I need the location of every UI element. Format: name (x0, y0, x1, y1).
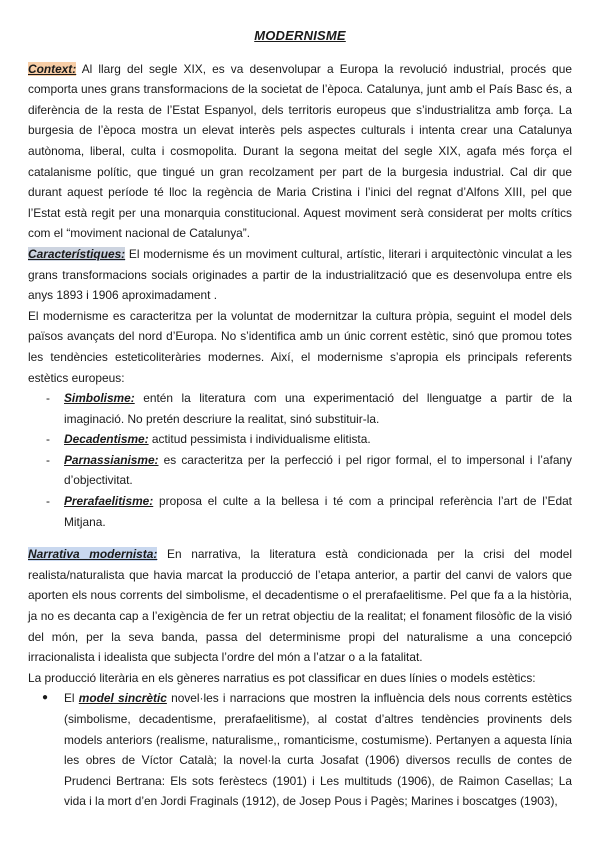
term-description: actitud pessimista i individualisme elitista. (148, 432, 371, 447)
term-parnassianisme: Parnassianisme: (64, 452, 159, 467)
aesthetic-references-list (28, 388, 572, 532)
context-paragraph (28, 59, 572, 244)
characteristics-paragraph (28, 244, 572, 306)
item-prefix: El (64, 691, 79, 706)
narrative-text: En narrativa, la literatura està condicionada per la crisi del model realista/naturalista que havia marcat la producció de l’etapa anterior, a partir del canvi de valors que aporten els nous corrents del simbolisme, el decadentisme o el prerafaelitisme. Pel que fa a la història, ja no es decanta cap a l’exigència de fer un retrat objectiu de la realitat; el fonament filosòfic de la visió del món, per la seva banda, passa del determinisme propi del naturalisme a una concepció irracionalista i idealista que subjecta l’ordre del món a l’atzar o a la fatalitat. (28, 547, 572, 665)
term-decadentisme: Decadentisme: (64, 432, 149, 447)
list-item (42, 688, 572, 812)
dash-bullet: - (46, 494, 50, 509)
characteristics-label: Característiques: (28, 246, 126, 261)
term-description: novel·les i narracions que mostren la influència dels nous corrents estètics (simbolisme, decadentisme, prerafaelitisme), al costat d’altres tendències provinents dels models anteriors (realisme, naturalisme,, romanticisme, costumisme). Pertanyen a aquesta línia les obres de Víctor Català; la novel·la curta Josafat (1906) diversos reculls de contes de Prudenci Bertrana: Els sots ferèstecs (1901) i Les multituds (1906), de Raimon Casellas; La vida i la mort d’en Jordi Fraginals (1912), de Josep Pous i Pagès; Marines i boscatges (1903), (64, 691, 572, 809)
characteristics-text: El modernisme és un moviment cultural, artístic, literari i arquitectònic vinculat a les grans transformacions socials originades a partir de la industrialització que es desenvolupa entre els anys 1893 i 1906 aproximadament . (28, 246, 572, 303)
term-description: entén la literatura com una experimentació del llenguatge a partir de la imaginació. No pretén descriure la realitat, sinó substituir-la. (64, 391, 572, 426)
page-title: MODERNISME (254, 28, 346, 43)
context-text: Al llarg del segle XIX, es va desenvolupar a Europa la revolució industrial, procés que comporta unes grans transformacions de la societat de l’època. Catalunya, junt amb el País Basc és, a diferència de la resta de l’Estat Espanyol, dels territoris europeus que s’industrialitza amb força. La burgesia de l’època mostra un elevat interès pels aspectes culturals i intenta crear una Catalunya autònoma, liberal, culta i cosmopolita. Durant la segona meitat del segle XIX, agafa més força el catalanisme polític, que tingué un gran recolzament per part de la burgesia industrial. Cal dir que durant aquest període té lloc la regència de Maria Cristina i l’inici del regnat d’Alfons XIII, pel que l’Estat està regit per una monarquia constitucional. Aquest moviment serà considerat per molts crítics com el “moviment nacional de Catalunya”. (28, 61, 572, 241)
term-model-sincretic: model sincrètic (78, 691, 167, 706)
section-gap (28, 532, 572, 544)
term-simbolisme: Simbolisme: (64, 391, 135, 406)
narrative-models-list (28, 688, 572, 812)
context-label: Context: (28, 61, 77, 76)
narrative-paragraph (28, 544, 572, 668)
dot-bullet: ● (42, 692, 49, 704)
term-description: proposa el culte a la bellesa i té com a principal referència l’art de l’Edat Mitjana. (64, 494, 572, 529)
dash-bullet: - (46, 391, 50, 406)
term-prerafaelitisme: Prerafaelitisme: (64, 494, 154, 509)
list-item (46, 491, 572, 532)
document-page (28, 26, 572, 812)
list-item (46, 429, 572, 450)
dash-bullet: - (46, 452, 50, 467)
narrative-label: Narrativa modernista: (28, 547, 158, 562)
list-item (46, 388, 572, 429)
term-description: es caracteritza per la perfecció i pel rigor formal, el to impersonal i l’afany d’objectivitat. (64, 452, 572, 488)
dash-bullet: - (46, 432, 50, 447)
narrative-paragraph-2: La producció literària en els gèneres narratius es pot classificar en dues línies o models estètics: (28, 670, 536, 685)
list-item (46, 450, 572, 491)
characteristics-paragraph-2: El modernisme es caracteritza per la voluntat de modernitzar la cultura pròpia, seguint el model dels països avançats del nord d’Europa. No s’identifica amb un únic corrent estètic, sinó que promou totes les tendències esteticoliteràries modernes. Així, el modernisme s’apropia els principals referents estètics europeus: (28, 308, 572, 385)
